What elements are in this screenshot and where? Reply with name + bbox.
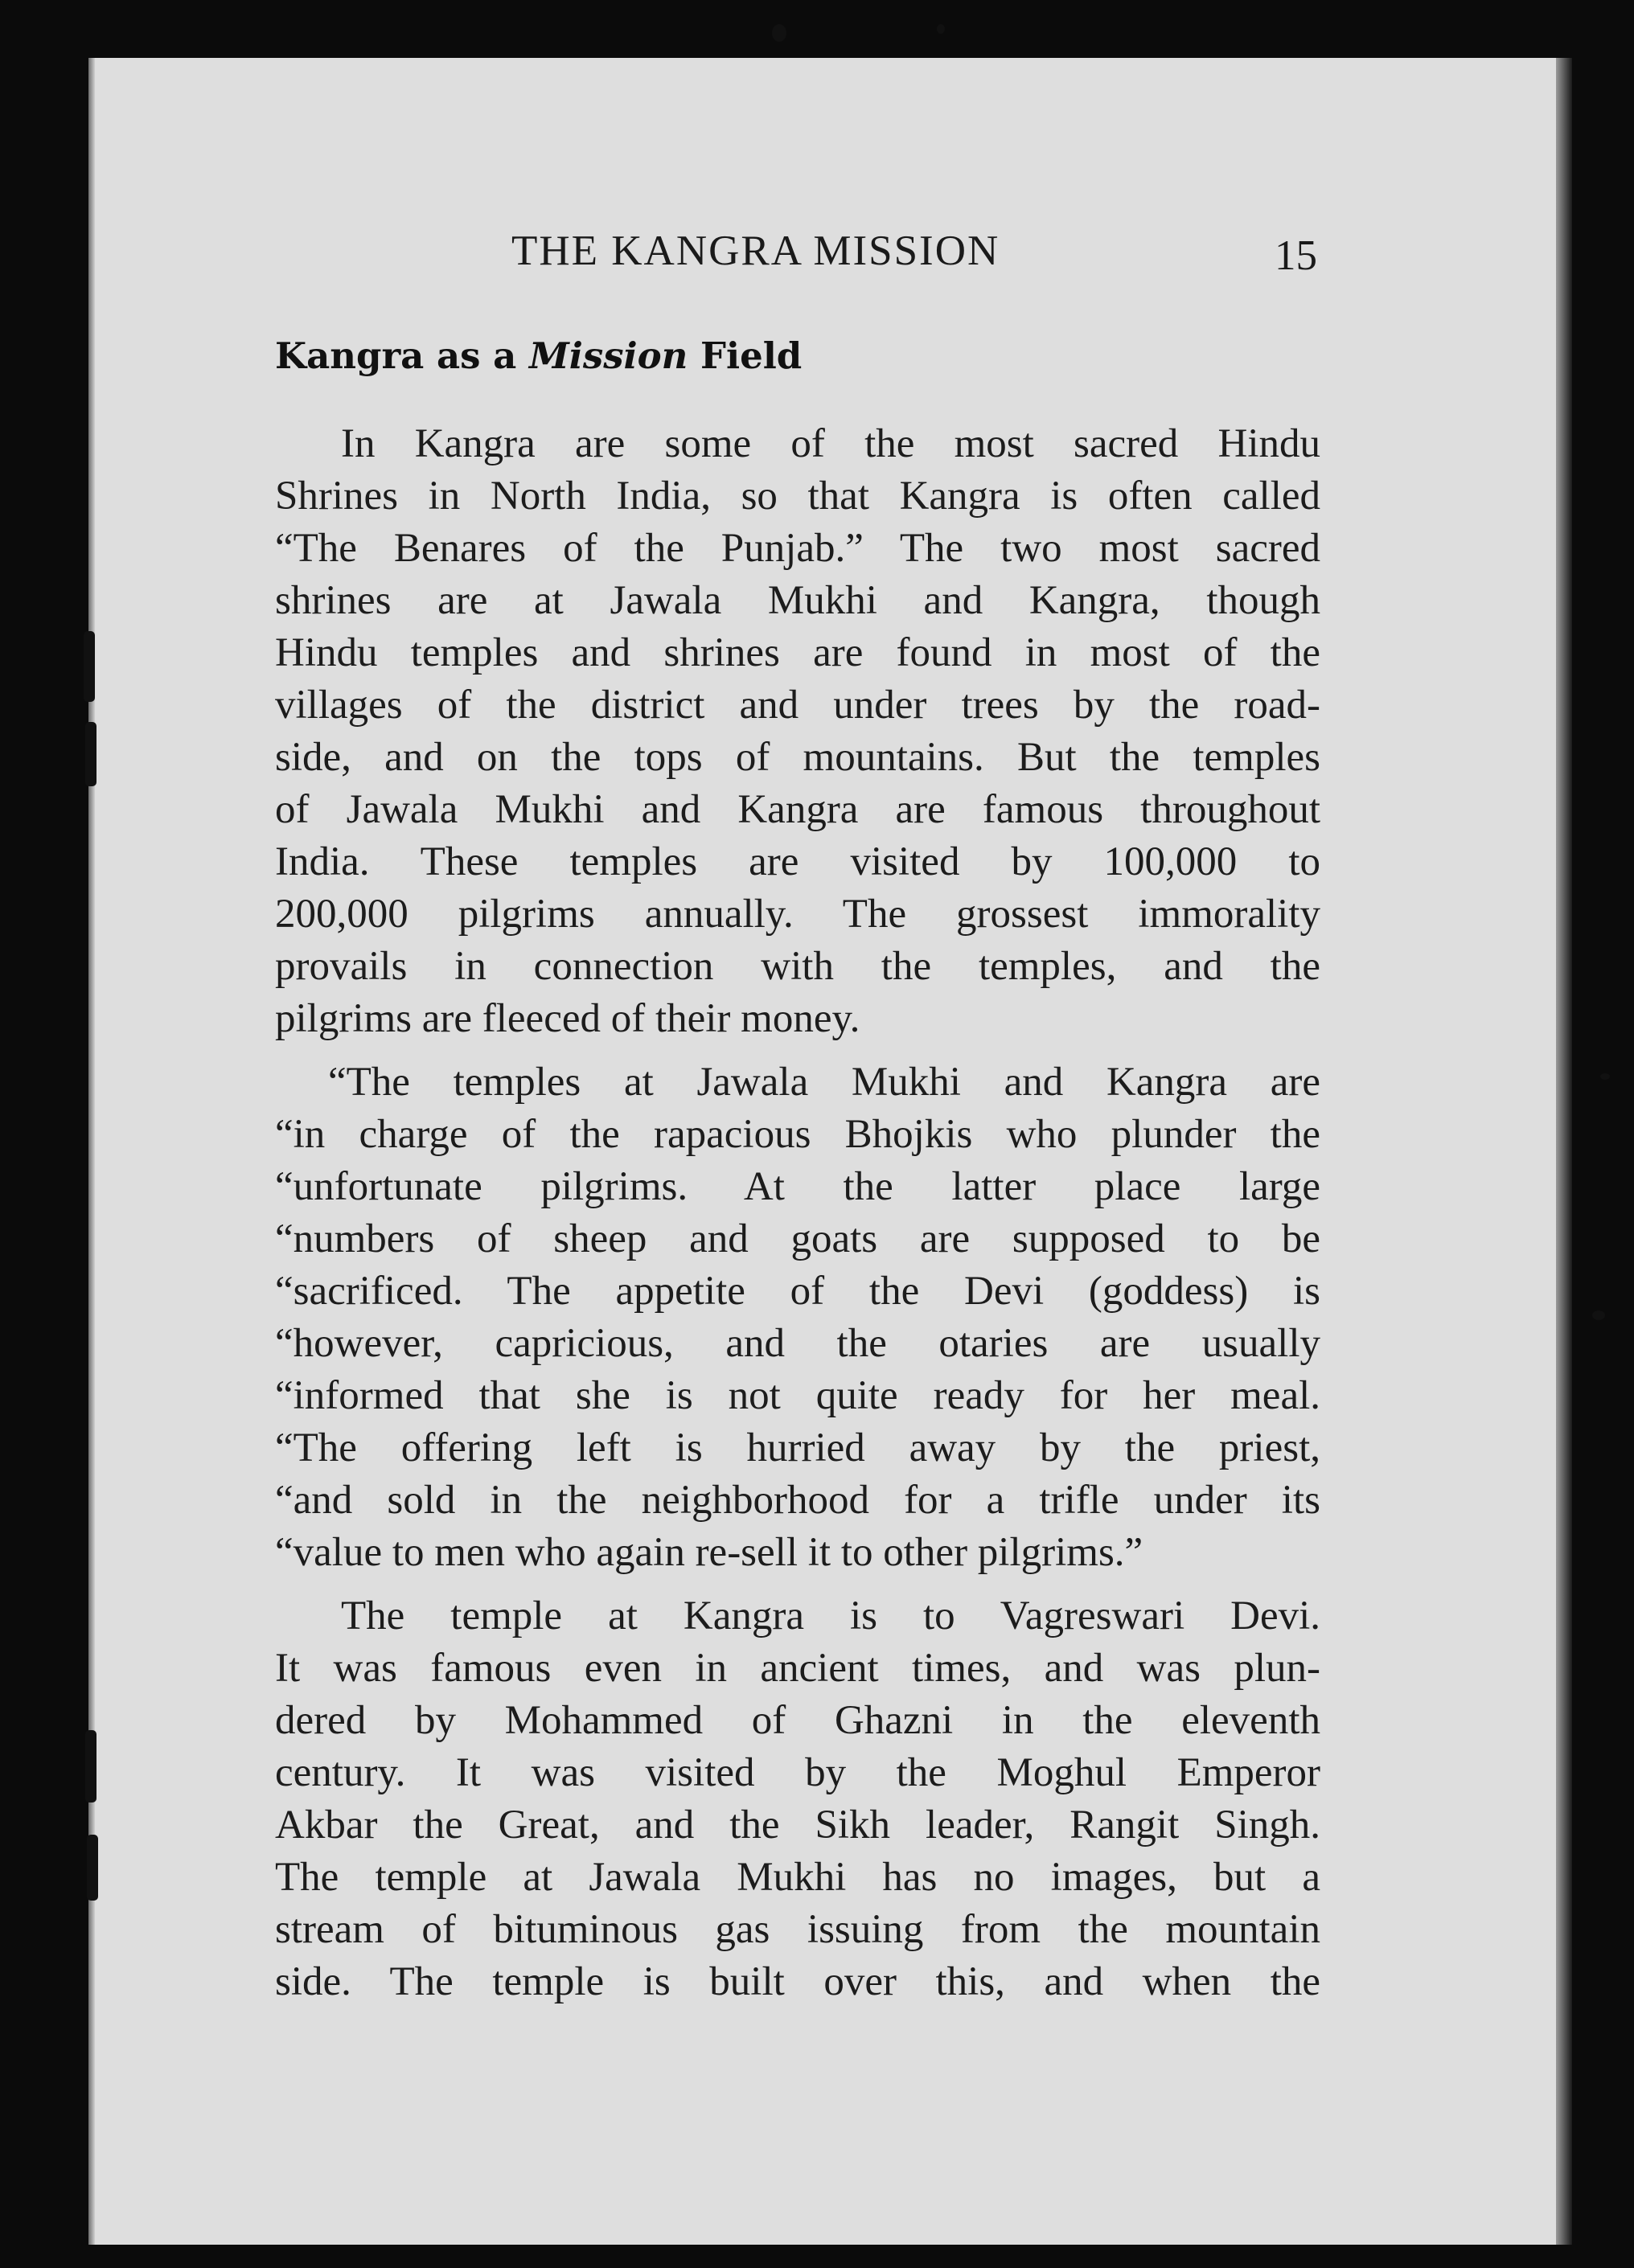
text-line: “numbers of sheep and goats are supposed to be bbox=[275, 1216, 1320, 1261]
text-line: India. These temples are visited by 100,000 to bbox=[275, 839, 1320, 884]
text-line: Akbar the Great, and the Sikh leader, Rangit Singh. bbox=[275, 1803, 1320, 1848]
page-gutter-shadow bbox=[88, 58, 95, 2245]
text-line: “The offering left is hurried away by the priest, bbox=[275, 1425, 1320, 1470]
text-line: Hindu temples and shrines are found in most of the bbox=[275, 630, 1320, 675]
text-line: The temple at Jawala Mukhi has no images, but a bbox=[275, 1855, 1320, 1900]
text-line: The temple at Kangra is to Vagreswari Devi. bbox=[341, 1593, 1320, 1638]
paragraph-1 bbox=[275, 418, 1320, 1045]
page-bottom-edge bbox=[0, 2245, 1634, 2268]
margin-mark bbox=[85, 1730, 96, 1803]
text-line: “in charge of the rapacious Bhojkis who plunder the bbox=[275, 1112, 1320, 1157]
text-line: side. The temple is built over this, and when the bbox=[275, 1959, 1320, 2004]
text-line: shrines are at Jawala Mukhi and Kangra, though bbox=[275, 578, 1320, 623]
text-line: dered by Mohammed of Ghazni in the eleventh bbox=[275, 1698, 1320, 1743]
page-number: 15 bbox=[1275, 232, 1317, 279]
text-line: “value to men who again re-sell it to other pilgrims.” bbox=[275, 1530, 1143, 1575]
text-line: “The temples at Jawala Mukhi and Kangra are bbox=[328, 1060, 1320, 1105]
text-line: villages of the district and under trees by the road- bbox=[275, 683, 1320, 728]
text-line: “sacrificed. The appetite of the Devi (goddess) is bbox=[275, 1269, 1320, 1314]
section-heading bbox=[275, 334, 802, 377]
text-line: provails in connection with the temples, and the bbox=[275, 944, 1320, 989]
text-line: stream of bituminous gas issuing from the mountain bbox=[275, 1907, 1320, 1952]
text-line: of Jawala Mukhi and Kangra are famous throughout bbox=[275, 787, 1320, 832]
text-line: “unfortunate pilgrims. At the latter place large bbox=[275, 1164, 1320, 1209]
text-line: “informed that she is not quite ready for her meal. bbox=[275, 1373, 1320, 1418]
text-line: “The Benares of the Punjab.” The two most sacred bbox=[275, 526, 1320, 571]
section-heading-italic: Mission bbox=[528, 334, 688, 377]
text-line: It was famous even in ancient times, and was plun- bbox=[275, 1646, 1320, 1691]
scan-speck bbox=[1592, 1310, 1605, 1320]
running-head: THE KANGRA MISSION bbox=[511, 228, 1000, 274]
paragraph-2-quotation bbox=[275, 1056, 1320, 1579]
scan-speck bbox=[1600, 1073, 1610, 1080]
margin-mark bbox=[84, 631, 95, 702]
text-line: century. It was visited by the Moghul Emperor bbox=[275, 1750, 1320, 1795]
body-text bbox=[275, 418, 1320, 2008]
text-line: “and sold in the neighborhood for a trifle under its bbox=[275, 1478, 1320, 1523]
text-line: In Kangra are some of the most sacred Hindu bbox=[341, 421, 1320, 466]
section-heading-prefix: Kangra as a bbox=[275, 334, 529, 377]
paragraph-3 bbox=[275, 1590, 1320, 2008]
margin-mark bbox=[85, 722, 96, 786]
margin-mark bbox=[87, 1835, 98, 1901]
text-line: pilgrims are fleeced of their money. bbox=[275, 996, 860, 1041]
text-line: 200,000 pilgrims annually. The grossest immorality bbox=[275, 892, 1320, 937]
text-line: “however, capricious, and the otaries are usually bbox=[275, 1321, 1320, 1366]
page-right-edge bbox=[1556, 58, 1572, 2245]
scan-speck bbox=[937, 24, 945, 34]
scan-speck bbox=[772, 24, 786, 42]
text-line: side, and on the tops of mountains. But the temples bbox=[275, 735, 1320, 780]
text-line: Shrines in North India, so that Kangra is often called bbox=[275, 474, 1320, 519]
section-heading-suffix: Field bbox=[688, 334, 803, 377]
